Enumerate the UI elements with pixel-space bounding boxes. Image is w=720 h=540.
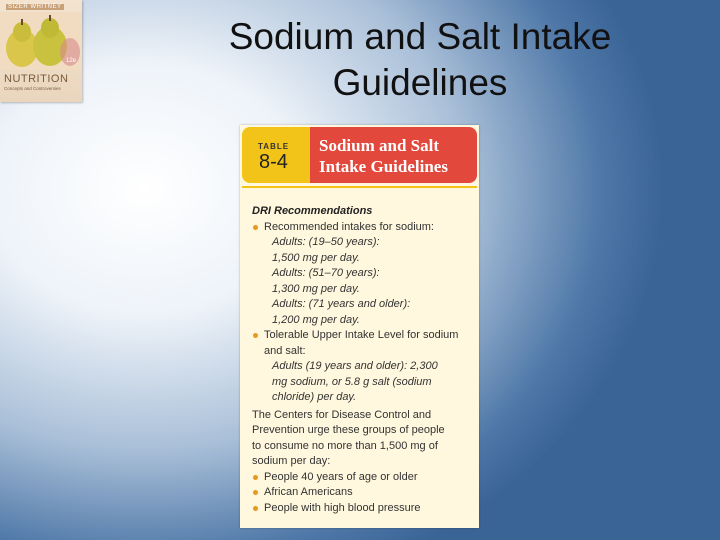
list-item: Tolerable Upper Intake Level for sodium: [252, 328, 474, 344]
list-item: People with high blood pressure: [252, 501, 474, 517]
intake-line: Adults: (51–70 years):: [272, 267, 380, 279]
cover-edition: 12e: [65, 58, 76, 64]
guidelines-table: [240, 125, 479, 528]
upper-limit-line: chloride) per day.: [272, 391, 357, 403]
table-caption-box: [310, 127, 477, 183]
cdc-paragraph-line: The Centers for Disease Control and: [252, 408, 432, 421]
upper-limit-line: Adults (19 years and older): 2,300: [272, 360, 438, 372]
slide-title: [120, 14, 720, 106]
cdc-paragraph-line: Prevention urge these groups of people: [252, 424, 445, 436]
table-label-box: [242, 127, 310, 183]
table-number: 8-4: [259, 151, 288, 173]
table-header-rule: [242, 186, 477, 188]
cover-subtitle: Concepts and Controversies: [4, 86, 61, 91]
table-body: [252, 204, 474, 516]
list-item: African Americans: [252, 485, 474, 501]
intake-line: Adults: (71 years and older):: [272, 298, 411, 310]
intake-line: Adults: (19–50 years):: [272, 236, 380, 248]
table-caption-line-1: Sodium and Salt: [319, 136, 439, 155]
book-cover-thumbnail: [0, 0, 82, 102]
cover-authors: SIZER WHITNEY: [8, 4, 62, 10]
table-caption-line-2: Intake Guidelines: [319, 157, 448, 176]
intake-line: 1,300 mg per day.: [272, 282, 360, 295]
dri-heading: DRI Recommendations: [252, 205, 373, 217]
intake-line: 1,200 mg per day.: [272, 313, 360, 326]
list-item-continuation: and salt:: [264, 344, 306, 357]
table-header: [242, 127, 477, 187]
slide-title-line-2: Guidelines: [332, 62, 508, 103]
intake-line: 1,500 mg per day.: [272, 251, 360, 264]
upper-limit-line: mg sodium, or 5.8 g salt (sodium: [272, 375, 432, 388]
table-label-word: TABLE: [258, 142, 290, 151]
cdc-paragraph-line: sodium per day:: [252, 455, 331, 467]
table-caption: [319, 135, 448, 177]
slide-title-line-1: Sodium and Salt Intake: [228, 16, 612, 57]
list-item: People 40 years of age or older: [252, 470, 474, 486]
list-item: Recommended intakes for sodium:: [252, 220, 474, 236]
cdc-paragraph-line: to consume no more than 1,500 mg of: [252, 439, 438, 452]
cover-title: NUTRITION: [4, 73, 69, 85]
